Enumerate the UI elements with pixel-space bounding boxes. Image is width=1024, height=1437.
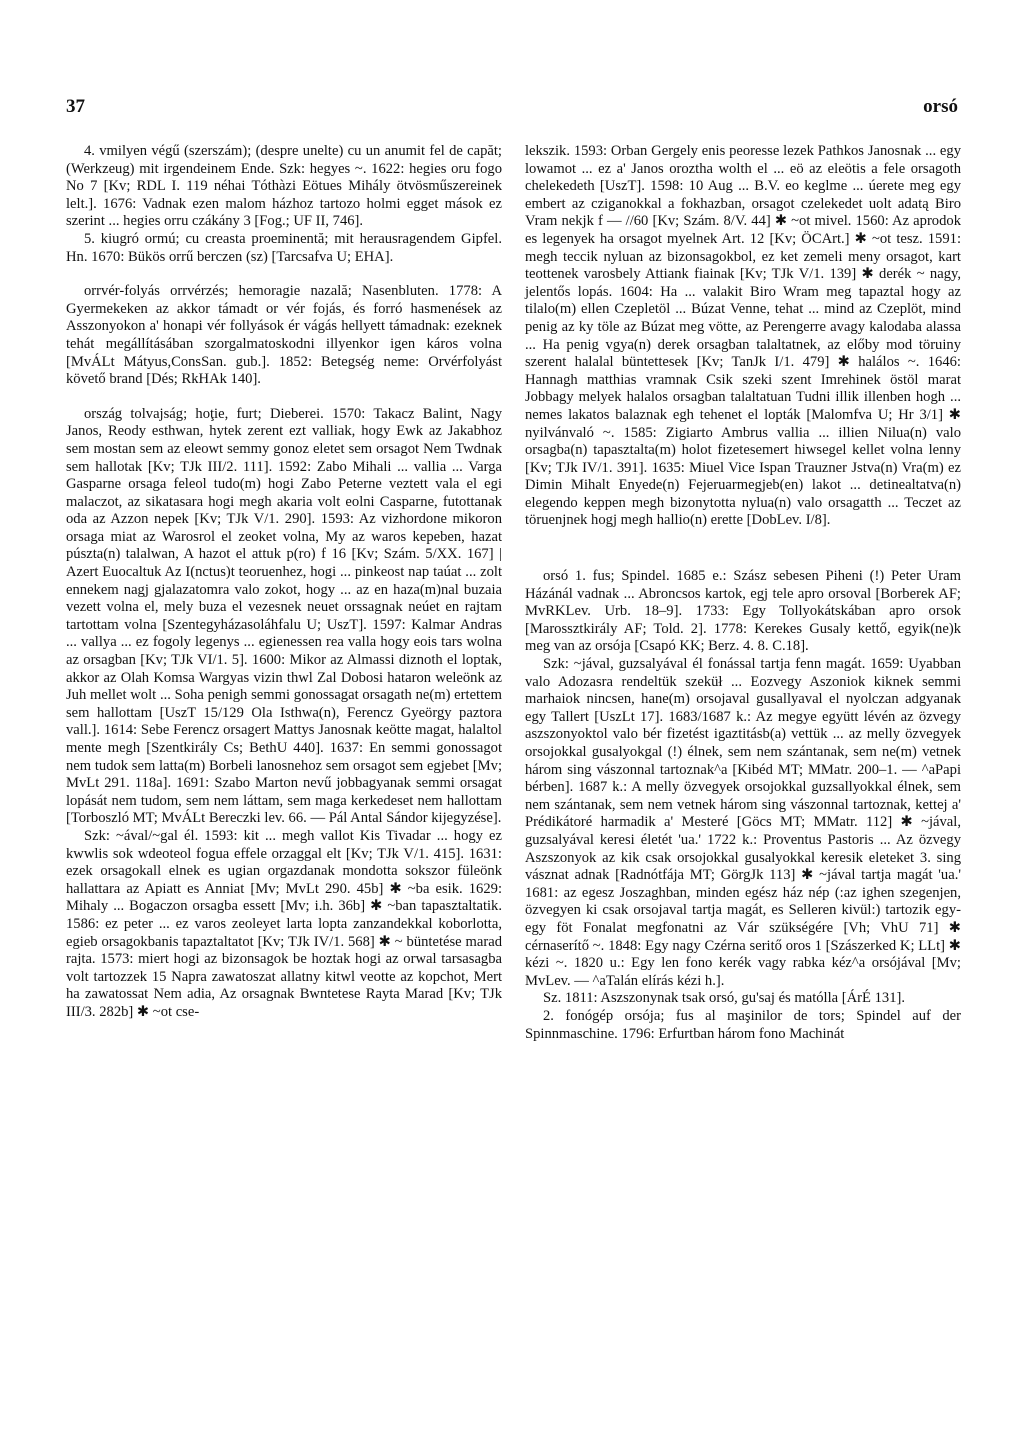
entry-sense-5: 5. kiugró ormú; cu creasta proeminentă; mit herausragendem Gipfel. Hn. 1670: Bükös orrű berczen (sz) [Tarcsafva U; EHA]. <box>66 230 502 265</box>
page-number: 37 <box>66 96 85 117</box>
entry-orso-sense-2: 2. fonógép orsója; fus al maşinilor de tors; Spindel auf der Spinnmaschine. 1796: Erfurtban három fono Machinát <box>525 1007 961 1042</box>
entry-orszag-phrases: Szk: ~ával/~gal él. 1593: kit ... megh vallot Kis Tivadar ... hogy ez kwwlis sok wdeoteol fogua effele orzaggal elt [Kv; TJk V/1. 415]. 1631: ezek orsagokall elnek es ugian orgazdanak mondotta sokszor füleönk hallattara az Apiatt es Anniat [Mv; MvLt 290. 45b] ✱ ~ba esik. 1629: Mihaly ... Bogaczon orsagba essett [Mv; i.h. 36b] ✱ ~ban tapasztaltatik. 1586: ez peter ... ez varos zeoleyet larta lopta zanzandekkal koborlotta, egieb orsagokbanis tapaztaltatot [Kv; TJk IV/1. 568] ✱ ~ büntetése marad rajta. 1573: miert hogi az bizonsagok be hoztak hogi az orwal tarsasagba volt tartozzek 15 Napra zawatoszat allatny kitwl veotte az kopchot, Mert ha zawatossat Nem adia, Az orsagnak Bwntetese Rayta Marad [Kv; TJk III/3. 282b] ✱ ~ot cse- <box>66 827 502 1020</box>
left-column <box>66 143 502 1022</box>
page-header <box>0 96 1024 126</box>
entry-sense-4: 4. vmilyen végű (szerszám); (despre unelte) cu un anumit fel de capăt; (Werkzeug) mit irgendeinem Ende. Szk: hegyes ~. 1622: hegies oru fogo No 7 [Kv; RDL I. 119 néhai Tóthàzi Eötues Mihály ötvösműszereinek lelt.]. 1676: Vadnak ezen malom házhoz tartozo holmi egget mások ez szerint ... hegies orru czákány 3 [Fog.; UF II, 746]. <box>66 143 502 230</box>
entry-orrver-folyas: orrvér-folyás orrvérzés; hemoragie nazală; Nasenbluten. 1778: A Gyermekeken az akkor támadt or vér fojás, és forró hasmenések az Asszonyokon a' honapi vér follyások ér vágás hellyett támadnak: ezeknek tehát megállításában szorgalmatoskodni illyenkor igen káros volna [MvÁLt Mátyus,ConsSan. gub.]. 1852: Betegség neme: Orvérfolyást követő brand [Dés; RkHAk 140]. <box>66 283 502 388</box>
entry-orso-phrases: Szk: ~jával, guzsalyával él fonással tartja fenn magát. 1659: Uyabban valo Adozasra rendeltük szeküł ... Eozvegy Aszoniok kiknek semmi marhaiok nincsen, hane(m) orsojaval gusallyaval el nyolczan adgyanak egy Tallert [UszLt 17]. 1683/1687 k.: Az megye együtt lévén az özvegy aszszonyoktol valo bér fizetést igaztitásb(a) vettük ... az melly özvegyek orsojokkal gusalyokgal (!) élnek, sem nem szántanak, sem ne(m) vetnek három sing vászonnal tartoznak^a [Kibéd MT; MMatr. 200–1. — ^aPapi bérben]. 1687 k.: A melly özvegyek orsojokkal guzsallyokkal élnek, sem nem szántanak, sem nem vetnek három sing vászonnal tartoznak, kettej a' Prédikátoré harmadik a' Mesteré [Göcs MT; MMatr. 112] ✱ ~jával, guzsalyával keresi életét 'ua.' 1722 k.: Proventus Pastoris ... Az özvegy Aszszonyok az kik csak orsojokkal gusalyokkal keresik eleteket 3. sing vásznat adnak [Radnótfája MT; GörgJk 113] ✱ ~jával tartja magát 'ua.' 1681: az egesz Joszaghban, minden egész ház nép (:az ighen szegenjen, özvegyen ki csak orsojaval tartja magát, es Selleren kivül:) tartozik egy-egy föt Fonalat megfonatni az Vár szükségére [Vh; VhU 71] ✱ cérnaserítő ~. 1848: Egy nagy Czérna seritő oros 1 [Szászerked K; LLt] ✱ kézi ~. 1820 u.: Egy len fono kerék vagy rabka kéz^a orsójával [Mv; MvLev. — ^aTalán elírás kézi h.]. <box>525 656 961 989</box>
entry-orszag-continued: lekszik. 1593: Orban Gergely enis peoresse lezek Pathkos Janosnak ... egy lowamot ... ez a' Janos oroztha wolth el ... eö az eleötis a fele orsagoth chelekedeth [UszT]. 1598: 10 Aug ... B.V. eo keglme ... úerete meg egy embert az cziganokkal a fokhazban, orsagot czelekedet uolt adatą Biro Vram nekjk f — //60 [Kv; Szám. 8/V. 44] ✱ ~ot mivel. 1560: Az aprodok es legenyek ha orsagot myelnek Art. 12 [Kv; ÖCArt.] ✱ ~ot tesz. 1591: megh teccik nyluan az bizonsagokbol, ez ket zemeli meny orsagot, kart teottenek varosbely Attiank fiainak [Kv; TJk V/1. 139] ✱ derék ~ nagy, jelentős lopás. 1604: Ha ... valakit Biro Wram meg tapaztal hogy az tilalo(m) ellen Czepletöl ... Búzat Venne, tehat ... mind az Czeplöt, mind penig az ky töle az Búzat meg vötte, az Perengerre avagy kalodaba alassa ... Ha penig vgya(n) derek orsagban talaltatnek, az előby mod töruiny szerent halalal büntettesek [Kv; TanJk I/1. 479] ✱ halálos ~. 1646: Hannagh matthias vramnak Csik szeki szent Imrehinek östöl marat Jobbagy melyek halalos orsagban talaltatuan Tudni illik illenben hogh ... nemes lakatos balaznak egh tehenet el lopták [Malomfva U; Hr 3/1] ✱ nyilvánvaló ~. 1585: Zigiarto Ambrus vallia ... illien Nilua(n) valo orsagba(n) tapasztalta(m) holot fizetesemert hiwsegel kellet volna lenny [Kv; TJk IV/1. 391]. 1635: Miuel Vice Ispan Trauzner Jstva(n) Vra(m) ez Dimin Mihalt Enyede(n) Fejeruarmegjeb(en) lakot ... detinealtatva(n) elegendo keppen megh bizonytotta nylua(n) valo orsagatth ... Teczet az töruenjnek hogj megh hallio(n) erette [DobLev. I/8]. <box>525 143 961 529</box>
right-column <box>525 143 961 1043</box>
entry-orso-saying: Sz. 1811: Aszszonynak tsak orsó, gu'saj és matólla [ÁrÉ 131]. <box>543 990 906 1007</box>
running-headword: orsó <box>923 96 958 117</box>
entry-orso: orsó 1. fus; Spindel. 1685 e.: Szász sebesen Piheni (!) Peter Uram Házánál vadnak ... Abroncsos kartok, egj tele apro orsoval [Borberek AF; MvRKLev. Urb. 18–9]. 1733: Egy Tollyokátskában apro orsok [Marossztkirály AF; Told. 2]. 1778: Kerekes Gusaly kettő, egyik(ne)k meg van az orsója [Csapó KK; Berz. 4. 8. C.18]. <box>525 568 961 655</box>
entry-orszag: ország tolvajság; hoţie, furt; Dieberei. 1570: Takacz Balint, Nagy Janos, Reody esthwan, hytek zerent ezt valliak, hogy Ewk az Jakabhoz sem mostan sem az eleowt semmy gonoz eletet sem orsagot Nem Twdnak sem hallotak [Kv; TJk III/2. 111]. 1592: Zabo Mihali ... vallia ... Varga Gasparne orsaga feleol tudo(m) hogi Zabo Peterne veztett vala el egi malaczot, az sikatasara hogi megh akaria volt eolni Casparne, futottanak oda az Azzon nepek [Kv; TJk V/1. 290]. 1593: Az vizhordone mikoron orsaga miat az Warosrol el zeoket volna, My az waros kepeben, hazat púszta(n) talalwan, A hazot el attuk p(ro) f 16 [Kv; Szám. 5/XX. 167] | Azert Euocaltuk Az I(nctus)t teoruenhez, hogi ... pinkeost nap taúat ... zolt ennekem nagj gjalazatomra valo zokot, hogy ... az en haza(m)nal buzaia vezett volna el, mely buza el vezesnek neuet orssagnak neúet en rajtam tartottam volna [Szentegyházasoláhfalu U; UszT]. 1597: Kalmar Andras ... vallya ... ez fogoly legenys ... egienessen rea valla hogy eois tars wolna az orsagban [Kv; TJk VI/1. 5]. 1600: Mikor az Almassi diznoth el loptak, akkor az Olah Komsa Wargyas vizin thwl Zal Dobosi hataron weleönk az Juh mellet wolt ... Soha penigh semmi gonossagat orsagath ne(m) ertettem sem hallottam [UszT 15/129 Ola Isthwa(n), Ferencz Gyeörgy paztora vall.]. 1614: Sebe Ferencz orsagert Mattys Janosnak keötte magat, halaltol mente megh [Szentkirály Cs; BethU 440]. 1637: En semmi gonossagot nem tudok sem latta(m) Borbeli lanosnehoz sem orsagot sem egjebet [Mv; MvLt 291. 118a]. 1691: Szabo Marton nevű jobbagyanak semmi orsagat lopását nem tudom, sem nem láttam, sem maga kerkedeset nem hallottam [Torboszló MT; MvÁLt Bereczki lev. 66. — Pál Antal Sándor kijegyzése]. <box>66 405 502 827</box>
